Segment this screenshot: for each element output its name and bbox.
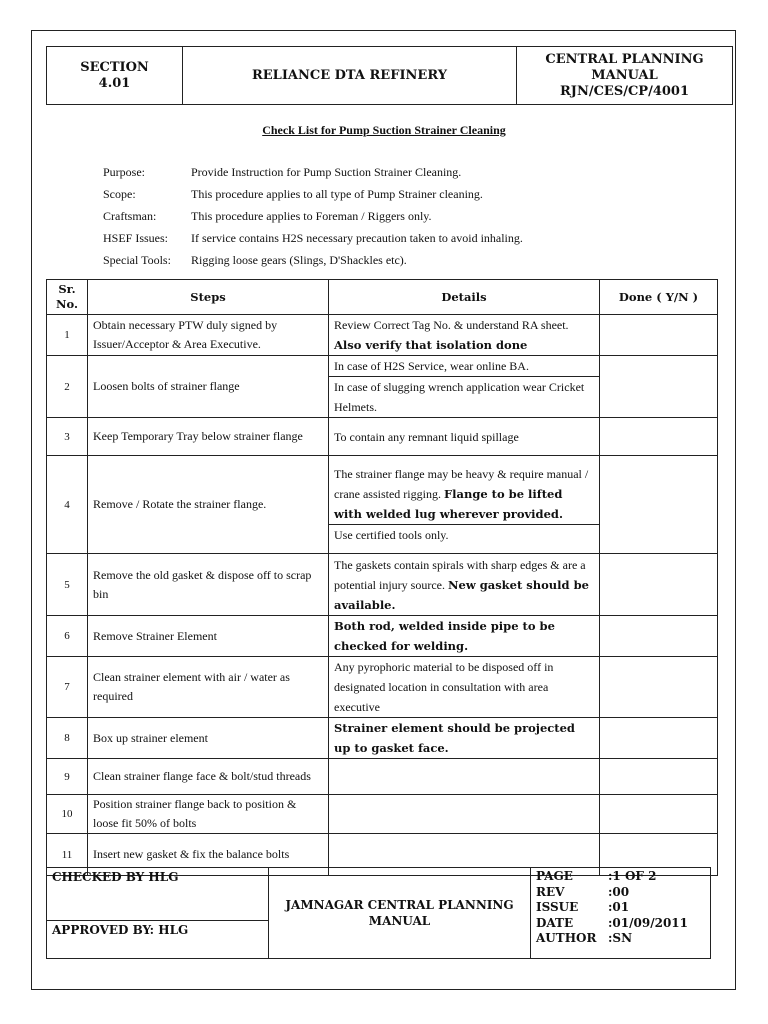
details-cell — [329, 456, 600, 554]
info-key: Purpose: — [103, 165, 145, 179]
info-key: Craftsman: — [103, 209, 157, 223]
footer-info-key: PAGE — [536, 869, 573, 883]
info-value: This procedure applies to Foreman / Riggers only. — [191, 209, 432, 223]
details-cell — [329, 418, 600, 456]
info-value: This procedure applies to all type of Pump Strainer cleaning. — [191, 187, 483, 201]
done-cell[interactable] — [600, 554, 718, 616]
step-text: Remove Strainer Element — [88, 616, 329, 657]
detail-text: To contain any remnant liquid spillage — [334, 429, 519, 444]
checked-by: CHECKED BY HLG — [52, 870, 179, 884]
detail-part — [334, 657, 594, 717]
footer-info-value: :01/09/2011 — [608, 915, 688, 930]
step-text: Clean strainer flange face & bolt/stud threads — [88, 759, 329, 795]
detail-emphasis: Flange to be lifted with welded lug wherever provided. — [334, 487, 563, 521]
detail-emphasis: Also verify that isolation done — [334, 338, 528, 352]
detail-part — [334, 356, 594, 376]
detail-text: Review Correct Tag No. & understand RA sheet. — [334, 318, 569, 332]
detail-part — [334, 616, 594, 656]
details-cell — [329, 616, 600, 657]
detail-text: In case of slugging wrench application wear Cricket Helmets. — [334, 380, 585, 414]
table-row — [47, 418, 718, 456]
done-cell[interactable] — [600, 356, 718, 418]
info-value: If service contains H2S necessary precaution taken to avoid inhaling. — [191, 231, 523, 245]
row-number: 3 — [47, 418, 88, 456]
page-title: Check List for Pump Suction Strainer Cleaning — [262, 123, 506, 137]
info-row — [103, 231, 523, 253]
step-text: Remove / Rotate the strainer flange. — [88, 456, 329, 554]
row-number: 8 — [47, 718, 88, 759]
info-row — [103, 187, 523, 209]
details-cell — [329, 759, 600, 795]
table-row — [47, 554, 718, 616]
step-text: Position strainer flange back to position & loose fit 50% of bolts — [88, 795, 329, 834]
table-row — [47, 456, 718, 554]
info-key: Special Tools: — [103, 253, 171, 267]
footer-info-row — [536, 885, 705, 901]
detail-emphasis: Both rod, welded inside pipe to be checked for welding. — [334, 619, 555, 653]
detail-part — [329, 376, 599, 417]
done-cell[interactable] — [600, 616, 718, 657]
footer-manual — [269, 868, 531, 959]
table-row — [47, 795, 718, 834]
footer-info-value: :1 OF 2 — [608, 869, 657, 883]
footer-info-row — [536, 916, 705, 932]
footer-manual-line2: MANUAL — [368, 914, 431, 928]
col-header-details: Details — [329, 280, 600, 315]
manual-line1: CENTRAL PLANNING — [545, 51, 704, 67]
detail-emphasis: Strainer element should be projected up to gasket face. — [334, 721, 575, 755]
footer-info-key: DATE — [536, 915, 574, 930]
footer-info-row — [536, 931, 705, 947]
row-number: 7 — [47, 657, 88, 718]
row-number: 10 — [47, 795, 88, 834]
section-number: 4.01 — [98, 75, 131, 91]
detail-text: The gaskets contain spirals with sharp edges & are a potential injury source. — [334, 557, 586, 592]
footer-manual-line1: JAMNAGAR CENTRAL PLANNING — [285, 898, 514, 912]
row-number: 2 — [47, 356, 88, 418]
step-text: Loosen bolts of strainer flange — [88, 356, 329, 418]
info-row — [103, 165, 523, 187]
step-text: Clean strainer element with air / water as required — [88, 657, 329, 718]
detail-part — [334, 464, 594, 524]
manual-line2: MANUAL — [591, 67, 658, 83]
table-row — [47, 315, 718, 356]
done-cell[interactable] — [600, 418, 718, 456]
row-number: 6 — [47, 616, 88, 657]
table-row — [47, 657, 718, 718]
details-cell — [329, 795, 600, 834]
row-number: 4 — [47, 456, 88, 554]
done-cell[interactable] — [600, 456, 718, 554]
row-number: 9 — [47, 759, 88, 795]
table-row — [47, 356, 718, 418]
footer-info-row — [536, 869, 705, 885]
done-cell[interactable] — [600, 657, 718, 718]
step-text: Keep Temporary Tray below strainer flange — [88, 418, 329, 456]
signoff-cell — [47, 868, 269, 959]
table-row — [47, 616, 718, 657]
footer-info — [531, 868, 711, 959]
step-text: Obtain necessary PTW duly signed by Issuer/Acceptor & Area Executive. — [88, 315, 329, 356]
details-cell — [329, 356, 600, 418]
done-cell[interactable] — [600, 759, 718, 795]
details-cell — [329, 554, 600, 616]
step-text: Remove the old gasket & dispose off to scrap bin — [88, 554, 329, 616]
details-cell — [329, 657, 600, 718]
footer-info-key: REV — [536, 884, 565, 899]
detail-part — [334, 315, 594, 355]
manual-cell — [517, 47, 733, 105]
detail-emphasis: New gasket should be available. — [334, 577, 589, 612]
step-text: Insert new gasket & fix the balance bolts — [88, 834, 329, 876]
footer-info-value: :00 — [608, 884, 630, 899]
table-row — [47, 718, 718, 759]
step-text: Box up strainer element — [88, 718, 329, 759]
done-cell[interactable] — [600, 718, 718, 759]
info-key: HSEF Issues: — [103, 231, 169, 245]
approved-by: APPROVED BY: HLG — [52, 923, 189, 937]
details-cell — [329, 315, 600, 356]
row-number: 5 — [47, 554, 88, 616]
info-value: Provide Instruction for Pump Suction Strainer Cleaning. — [191, 165, 462, 179]
info-key: Scope: — [103, 187, 136, 201]
col-header-done: Done ( Y/N ) — [600, 280, 718, 315]
section-label: SECTION — [80, 59, 149, 75]
done-cell[interactable] — [600, 795, 718, 834]
info-value: Rigging loose gears (Slings, D'Shackles etc). — [191, 253, 407, 267]
row-number: 1 — [47, 315, 88, 356]
procedure-info — [103, 165, 523, 275]
col-header-steps: Steps — [88, 280, 329, 315]
document-footer — [46, 867, 711, 959]
detail-part — [334, 555, 594, 615]
manual-code: RJN/CES/CP/4001 — [559, 83, 690, 99]
document-header — [46, 46, 733, 105]
col-header-sr: Sr. No. — [47, 280, 88, 315]
company-name: RELIANCE DTA REFINERY — [183, 47, 517, 105]
detail-text: Any pyrophoric material to be disposed off in designated location in consultation with area executive — [334, 660, 554, 714]
row-number: 11 — [47, 834, 88, 876]
checklist-table — [46, 279, 718, 876]
detail-part — [334, 427, 594, 447]
table-header-row — [47, 280, 718, 315]
table-row — [47, 759, 718, 795]
footer-info-value: :01 — [608, 900, 630, 914]
detail-part — [334, 718, 594, 758]
details-cell — [329, 718, 600, 759]
footer-info-key: AUTHOR — [536, 931, 597, 945]
footer-info-value: :SN — [608, 931, 633, 945]
footer-info-key: ISSUE — [536, 900, 579, 914]
detail-part — [329, 524, 599, 545]
info-row — [103, 209, 523, 231]
footer-info-row — [536, 900, 705, 916]
detail-text: The strainer flange may be heavy & require manual / crane assisted rigging. — [334, 467, 589, 501]
detail-text: In case of H2S Service, wear online BA. — [334, 359, 529, 373]
info-row — [103, 253, 523, 275]
detail-text: Use certified tools only. — [334, 528, 449, 542]
section-cell — [47, 47, 183, 105]
done-cell[interactable] — [600, 315, 718, 356]
